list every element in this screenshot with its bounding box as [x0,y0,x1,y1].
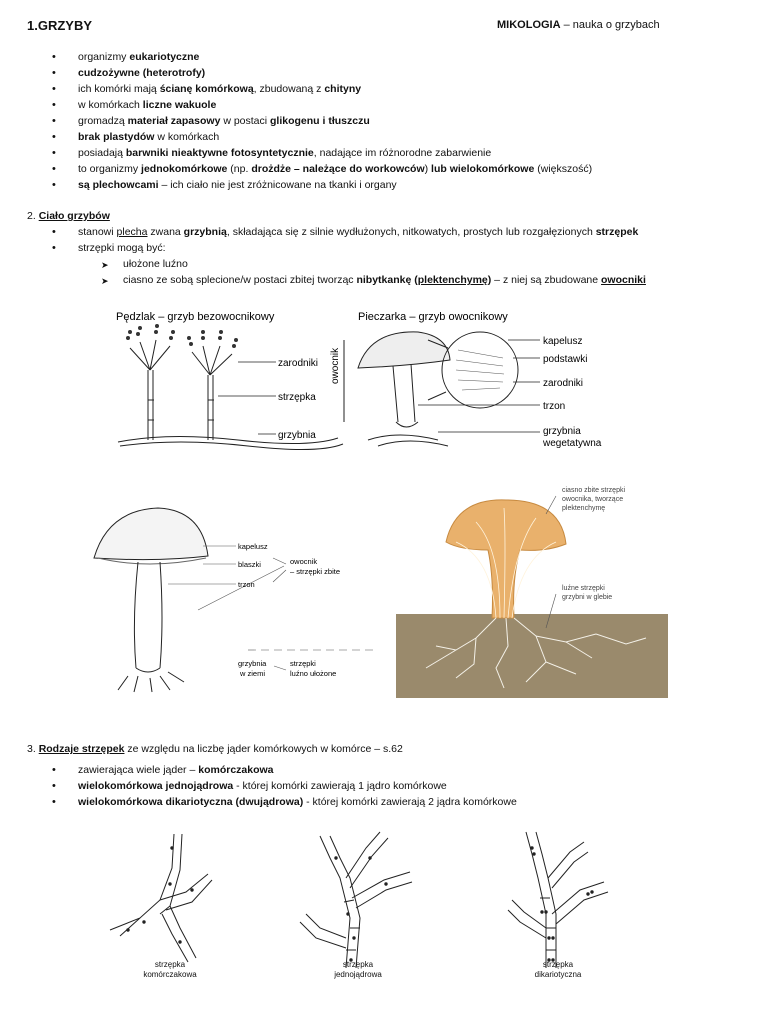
text-run: cudzożywne (heterotrofy) [78,67,206,79]
hypha-mononuclear [300,832,412,968]
text-run: materiał zapasowy [127,115,221,127]
figure-fruiting-body-in-soil [396,478,668,698]
fig1-right-title: Pieczarka – grzyb owocnikowy [358,311,508,323]
text-run: ciasno ze sobą splecione/w postaci zbitej tworząc [123,274,357,286]
list-item [101,272,646,288]
caption-line: strzępka [154,960,186,969]
bolete-label: luźno ułożone [290,669,337,678]
text-run: - której komórki zawierają 1 jądro komórkowe [233,780,447,792]
hypha-coenocytic [110,834,212,962]
list-item [30,762,517,778]
text-run: glikogenu i tłuszczu [270,115,370,127]
text-run: zwana [147,226,184,238]
list-item [30,778,517,794]
bolete-label: – strzępki zbite [290,567,341,576]
bolete-label: w ziemi [240,669,266,678]
text-run: ścianę komórkową [159,83,254,95]
list-item [101,256,646,272]
gill-magnified [456,350,504,390]
text-run: – ich ciało nie jest zróżnicowane na tkanki i organy [158,179,397,191]
text-run: wielokomórkowa dikariotyczna (dwujądrowa) [78,796,304,808]
section3-heading [27,743,403,755]
section2-heading [27,210,110,222]
list-item [30,224,638,240]
hypha-caption [308,960,408,980]
text-run: chityny [324,83,362,95]
text-run: plektenchymę [417,274,488,286]
text-run: w postaci [220,115,271,127]
list-item [30,81,592,97]
text-run: , zbudowaną z [253,83,325,95]
hypha-dikaryotic [508,832,608,968]
list-item: • strzępki mogą być: [30,240,638,256]
champignon-drawing [344,332,518,446]
section2-list [30,224,638,256]
list-item [30,129,592,145]
fig1-right-label: grzybnia [543,426,581,437]
bolete-label: kapelusz [238,542,268,551]
text-run: wielokomórkowa jednojądrowa [78,780,234,792]
text-run: lub wielokomórkowe [431,163,535,175]
fig3-top-label: ciasno zbite strzępki [562,487,626,494]
text-run: ( [411,274,418,286]
mikologia-label: MIKOLOGIA [497,19,561,31]
text-run: stanowi [78,226,117,238]
fig1-left-label: zarodniki [278,358,319,369]
text-run: owocniki [601,274,646,286]
text-run: są plechowcami [78,179,159,191]
section2-number: 2. [27,210,39,222]
page-title: 1.GRZYBY [27,18,93,33]
bolete-leaders [168,546,378,670]
fig1-left-label: grzybnia [278,430,316,441]
bolete-label: trzon [238,580,255,589]
fig1-right-label: wegetatywna [543,438,602,449]
spore-chains [126,324,238,348]
hypha-caption [508,960,608,980]
section3-rest: ze względu na liczbę jąder komórkowych w komórce – s.62 [124,743,403,755]
bolete-label: grzybnia [238,659,267,668]
list-item [30,794,517,810]
text-run: , składająca się z silnie wydłużonych, nitkowatych, prostych lub rozgałęzionych [226,226,596,238]
sublist-text: ułożone luźno [123,258,188,270]
list-item [30,113,592,129]
bolete-label: strzępki [290,659,316,668]
text-run: (np. [227,163,252,175]
mikologia-definition: – nauka o grzybach [560,19,660,31]
section1-list [30,49,592,193]
text-run: ) [487,274,492,286]
text-run: , nadające im różnorodne zabarwienie [313,147,492,159]
caption-line: jednojądrowa [334,970,382,979]
caption-line: strzępka [342,960,374,969]
bolete-drawing [94,508,208,692]
text-run: komórczakowa [198,764,274,776]
section2-title: Ciało grzybów [38,210,110,222]
bolete-label: owocnik [290,557,318,566]
text-run: plecha [116,226,148,238]
text-run: liczne wakuole [142,99,217,111]
fig1-left-label: strzępka [278,392,316,403]
text-run: gromadzą [78,115,128,127]
text-run: brak plastydów [78,131,155,143]
list-item [30,65,592,81]
caption-line: strzępka [542,960,574,969]
list-item [30,177,592,193]
text-run: strzępek [595,226,639,238]
figure-mold-vs-mushroom [108,300,628,460]
fig1-right-label: podstawki [543,354,588,365]
figure-hyphae-types [100,818,660,983]
text-run: (większość) [534,163,593,175]
text-run: w komórkach [78,99,143,111]
text-run: to organizmy [78,163,142,175]
fig1-side-label: owocnik [330,347,341,384]
section3-number: 3. [27,743,39,755]
section3-title: Rodzaje strzępek [38,743,125,755]
page-subtitle [497,19,660,31]
hypha-caption [120,960,220,980]
text-run: w komórkach [154,131,220,143]
text-run: – z niej są zbudowane [491,274,602,286]
text-run: organizmy [78,51,130,63]
text-run: drożdże – należące do workowców [251,163,425,175]
list-item [30,97,592,113]
caption-line: komórczakowa [143,970,197,979]
text-run: barwniki nieaktywne fotosyntetycznie [125,147,314,159]
figure-bolete-structure [88,500,378,695]
text-run: nibytkankę [356,274,412,286]
list-item [30,145,592,161]
text-run: posiadają [78,147,126,159]
list-item [30,49,592,65]
section2-sublist [101,256,646,288]
text-run: zawierająca wiele jąder – [78,764,199,776]
fig1-left-leaders [218,362,276,434]
fig1-left-title: Pędzlak – grzyb bezowocnikowy [116,311,275,323]
fig3-top-label: owocnika, tworzące [562,496,624,503]
text-run: ich komórki mają [78,83,160,95]
text-run: ) [424,163,432,175]
fig1-right-label: kapelusz [543,336,583,347]
fruiting-body [446,500,566,618]
section3-list [30,762,517,810]
text-run: jednokomórkowe [141,163,228,175]
fig3-bottom-label: grzybni w glebie [562,594,613,601]
fig1-right-label: trzon [543,401,566,412]
caption-line: dikariotyczna [534,970,582,979]
text-run: - której komórki zawierają 2 jądra komórkowe [303,796,517,808]
text-run: eukariotyczne [129,51,200,63]
fig1-right-label: zarodniki [543,378,584,389]
soil [396,614,668,698]
text-run: grzybnią [183,226,227,238]
bolete-label: blaszki [238,560,261,569]
fig3-bottom-label: luźne strzępki [562,585,605,592]
fig3-top-label: plektenchymę [562,505,606,512]
list-item [30,161,592,177]
